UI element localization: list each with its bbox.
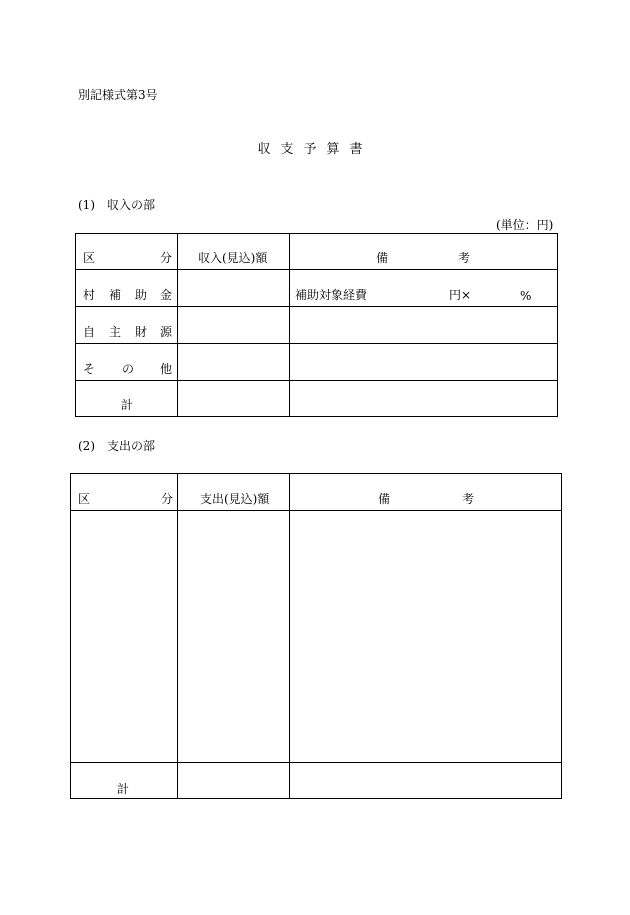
remark-eligible-expense: 補助対象経費 xyxy=(295,288,368,302)
income-section-title: (1) 収入の部 xyxy=(78,198,155,212)
header-remarks-2: 考 xyxy=(458,251,471,265)
row-label-char: 他 xyxy=(160,362,173,376)
header-remarks-1: 備 xyxy=(378,492,391,506)
remark-yen-times: 円× xyxy=(449,288,472,302)
row-label-char: 村 xyxy=(83,288,96,302)
row-label-char: 財 xyxy=(135,325,148,339)
expense-total-row xyxy=(71,763,562,799)
header-remarks-1: 備 xyxy=(376,251,389,265)
header-amount: 収入(見込)額 xyxy=(198,251,268,265)
row-label-char: 主 xyxy=(109,325,122,339)
income-row-total xyxy=(76,381,558,417)
unit-label: (単位：円) xyxy=(496,218,554,232)
income-row-other xyxy=(76,344,558,381)
row-label-char: 補 xyxy=(109,288,122,302)
total-label: 計 xyxy=(117,782,130,796)
header-remarks-2: 考 xyxy=(462,492,475,506)
expense-table xyxy=(70,473,562,799)
header-amount: 支出(見込)額 xyxy=(200,492,270,506)
document-title: 収支予算書 xyxy=(257,142,373,157)
expense-header-row xyxy=(71,474,562,511)
header-category-1: 区 xyxy=(78,492,91,506)
row-label-char: そ xyxy=(83,362,96,376)
remark-percent: % xyxy=(520,289,532,303)
row-label-char: 自 xyxy=(83,325,96,339)
header-category-2: 分 xyxy=(160,251,173,265)
income-row-own-funds xyxy=(76,307,558,344)
expense-section-title: (2) 支出の部 xyxy=(78,439,155,453)
total-label: 計 xyxy=(121,398,134,412)
income-row-subsidy xyxy=(76,270,558,307)
expense-body-row xyxy=(71,511,562,763)
header-category-2: 分 xyxy=(161,492,174,506)
row-label-char: 源 xyxy=(160,325,173,339)
row-label-char: 金 xyxy=(160,288,173,302)
row-label-char: の xyxy=(122,362,135,376)
income-table xyxy=(75,233,558,417)
form-label: 別記様式第3号 xyxy=(78,88,158,102)
income-header-row xyxy=(76,234,558,270)
header-category-1: 区 xyxy=(83,251,96,265)
row-label-char: 助 xyxy=(135,288,148,302)
